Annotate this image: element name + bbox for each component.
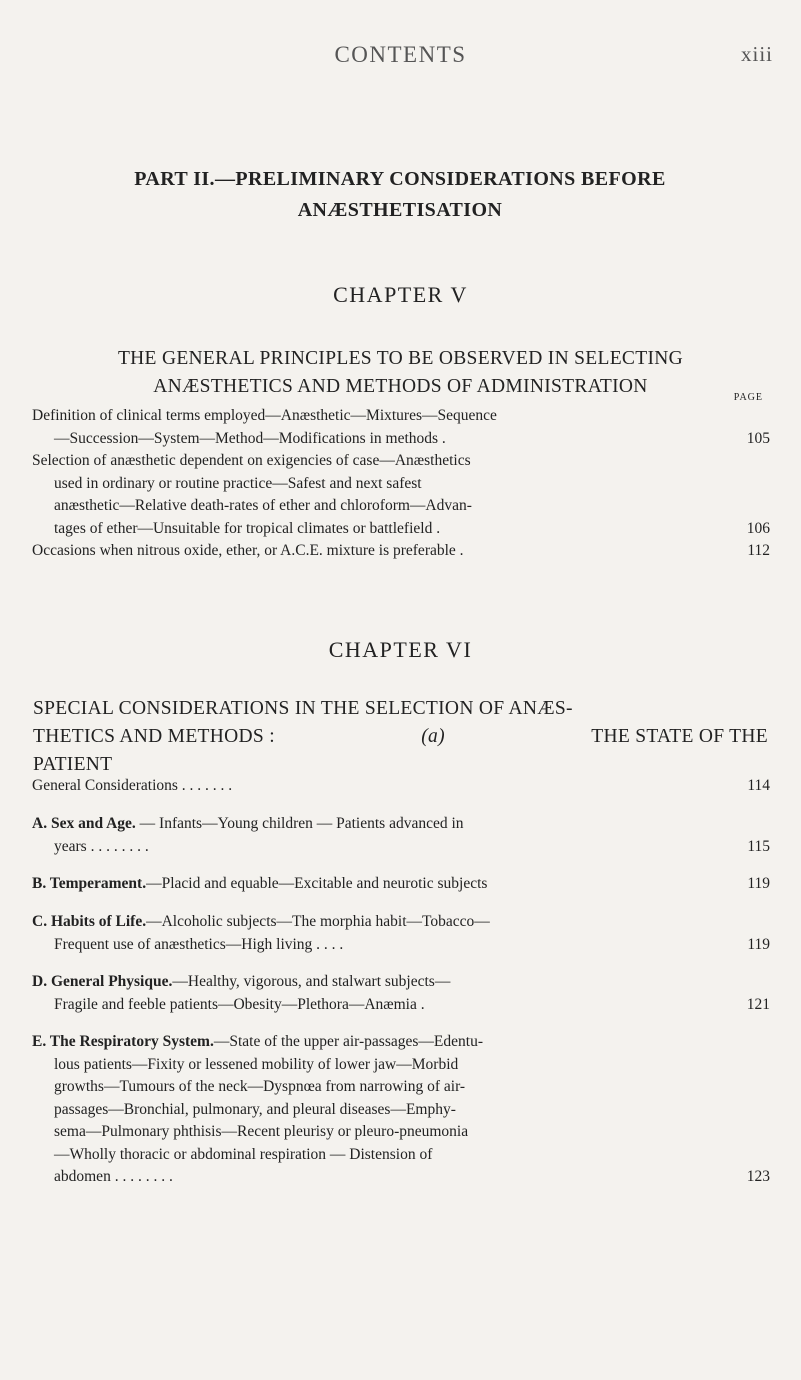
chapter-6-label: CHAPTER VI [328, 637, 473, 662]
toc-entry[interactable] [32, 971, 772, 1016]
chapter-6-title-line2b: (a) [421, 726, 445, 747]
toc-entry-text: Frequent use of anæsthetics—High living . . . . [54, 935, 344, 953]
chapter-5-title-line2: ANÆSTHETICS AND METHODS OF ADMINISTRATION [153, 376, 648, 397]
toc-entry-text: tages of ether—Unsuitable for tropical climates or battlefield . [54, 519, 441, 537]
toc-entry-text: —State of the upper air-passages—Edentu- [213, 1033, 483, 1050]
toc-entry-text: passages—Bronchial, pulmonary, and pleural diseases—Emphy- [54, 1100, 456, 1118]
toc-entry-page: 105 [746, 429, 770, 447]
toc-entry[interactable] [32, 405, 772, 450]
toc-entry-text: —Placid and equable—Excitable and neurotic subjects [146, 875, 488, 892]
running-head-title: CONTENTS [334, 42, 467, 67]
toc-entry-text: —Wholly thoracic or abdominal respiration — Distension of [54, 1145, 433, 1163]
toc-entry-page: 115 [747, 837, 770, 855]
toc-entry-text: —Healthy, vigorous, and stalwart subjects— [172, 973, 451, 990]
toc-entry-text: General Considerations . . . . . . . [32, 777, 233, 794]
toc-entry-text: Definition of clinical terms employed—Anæsthetic—Mixtures—Sequence [32, 407, 497, 424]
toc-entry[interactable] [32, 540, 772, 563]
toc-entry-page: 119 [747, 875, 770, 892]
part-heading [20, 164, 780, 226]
toc-entry-page: 114 [747, 777, 770, 794]
toc-entry-text: Selection of anæsthetic dependent on exigencies of case—Anæsthetics [32, 452, 471, 469]
toc-entry-page: 123 [746, 1168, 770, 1185]
chapter-6-title-line1: SPECIAL CONSIDERATIONS IN THE SELECTION OF ANÆS- [33, 698, 573, 719]
toc-entry-heading: C. Habits of Life. [32, 913, 147, 930]
toc-entry-text: —Succession—System—Method—Modifications in methods . [54, 429, 446, 447]
toc-entry-page: 112 [747, 542, 770, 559]
toc-entry[interactable] [32, 450, 772, 540]
toc-entry-text: lous patients—Fixity or lessened mobility of lower jaw—Morbid [54, 1055, 459, 1073]
part-heading-line2: ANÆSTHETISATION [297, 199, 503, 221]
toc-entry-text: years . . . . . . . . [54, 837, 149, 855]
chapter-6-title-line2 [33, 723, 768, 751]
page-number: xiii [740, 42, 773, 66]
toc-entry-text: anæsthetic—Relative death-rates of ether and chloroform—Advan- [54, 497, 472, 514]
toc-entry-text: —Alcoholic subjects—The morphia habit—Tobacco— [146, 913, 490, 930]
toc-entry-page: 121 [746, 995, 770, 1013]
toc-entry-text: used in ordinary or routine practice—Safest and next safest [54, 474, 422, 492]
chapter-5-title [33, 345, 768, 401]
part-heading-line1: PART II.—PRELIMINARY CONSIDERATIONS BEFORE [134, 168, 666, 190]
chapter-6-title-line3: PATIENT [33, 754, 113, 775]
toc-entry-page: 119 [747, 935, 770, 953]
toc-entry-text: Occasions when nitrous oxide, ether, or A.C.E. mixture is preferable . [32, 542, 464, 559]
chapter-5-label: CHAPTER V [333, 282, 468, 307]
toc-entry-heading: B. Temperament. [32, 875, 147, 892]
toc-entry[interactable] [32, 1031, 772, 1189]
toc-entry[interactable] [32, 775, 772, 798]
toc-entry-heading: A. Sex and Age. [32, 815, 136, 832]
toc-entry-text: Fragile and feeble patients—Obesity—Plethora—Anæmia . [54, 995, 425, 1013]
chapter-6-title [33, 695, 768, 779]
chapter-6-title-line2c: THE STATE OF THE [591, 726, 768, 747]
toc-entry-text: abdomen . . . . . . . . [54, 1168, 173, 1185]
toc-entry-heading: E. The Respiratory System. [32, 1033, 214, 1050]
chapter-5-title-line1: THE GENERAL PRINCIPLES TO BE OBSERVED IN SELECTING [117, 348, 684, 369]
toc-entry-heading: D. General Physique. [32, 973, 173, 990]
toc-entry-text: growths—Tumours of the neck—Dyspnœa from narrowing of air- [54, 1078, 466, 1095]
chapter-6-title-line2a: THETICS AND METHODS : [33, 726, 275, 747]
toc-entry[interactable] [32, 911, 772, 956]
toc-entry[interactable] [32, 873, 772, 896]
toc-entry-page: 106 [746, 519, 770, 537]
running-head [0, 42, 801, 68]
page-column-label: PAGE [733, 392, 763, 403]
toc-entry-text: — Infants—Young children — Patients advanced in [135, 815, 464, 832]
toc-entry-text: sema—Pulmonary phthisis—Recent pleurisy or pleuro-pneumonia [54, 1123, 469, 1140]
toc-entry[interactable] [32, 813, 772, 858]
